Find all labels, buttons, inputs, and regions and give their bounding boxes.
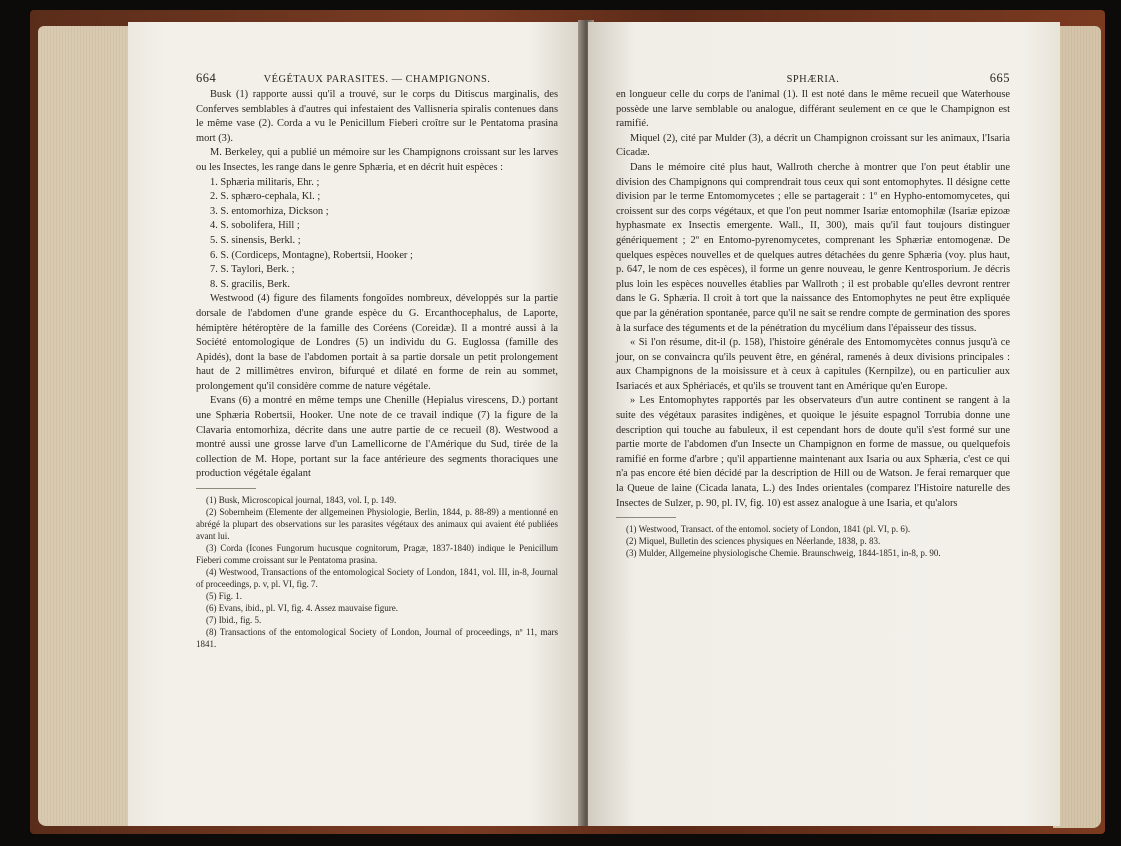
paragraph-quote-summary: « Si l'on résume, dit-il (p. 158), l'histoire générale des Entomomycètes connus jusqu'à ce jour, on se convaincra qu'ils peuvent être, en général, ramenés à deux divisions principales : aux Champignons de la moisissure et à ceux à capitules (Kernpilze), ou en particulier aux Isariacés et aux Sphériacés, et qu'ils se trouvent tant en Amérique qu'en Europe.	[616, 337, 1010, 392]
left-text-column	[196, 88, 558, 650]
footnote: (6) Evans, ibid., pl. VI, fig. 4. Assez mauvaise figure.	[206, 603, 399, 614]
footnote: (2) Sobernheim (Elemente der allgemeinen Physiologie, Berlin, 1844, p. 88-89) a mentionné en abrégé la plupart des observations sur les parasites végétaux des animaux qui avaient été publiées avant lui.	[196, 507, 558, 542]
species-item: 8. S. gracilis, Berk.	[210, 278, 290, 290]
left-page	[128, 22, 583, 826]
species-item: 7. S. Taylori, Berk. ;	[210, 264, 295, 276]
species-item: 2. S. sphæro-cephala, Kl. ;	[210, 191, 321, 203]
right-text-column	[616, 88, 1010, 559]
right-page-number: 665	[989, 71, 1010, 85]
footnote: (5) Fig. 1.	[206, 591, 242, 602]
left-footnotes	[196, 494, 558, 650]
left-page-number: 664	[196, 71, 217, 85]
footnote: (1) Westwood, Transact. of the entomol. society of London, 1841 (pl. VI, p. 6).	[626, 524, 911, 535]
paragraph-westwood: Westwood (4) figure des filaments fongoïdes nombreux, développés sur la partie dorsale de l'abdomen d'une grande espèce du G. Ercanthocephalus, de Laporte, hémiptère hétéroptère de la famille des Coréens (Coreidæ). Il a montré aussi à la Société entomologique de Londres (5) un individu du G. Euglossa (famille des Apidés), dont la base de l'abdomen portait à sa partie dorsale un petit prolongement haut de 2 millimètres environ, bifurqué et dilaté en forme de rein au sommet, prolongement qu'il considère comme de nature végétale.	[196, 293, 558, 392]
species-list	[196, 176, 558, 293]
species-item: 5. S. sinensis, Berkl. ;	[210, 234, 301, 246]
footnote: (7) Ibid., fig. 5.	[206, 615, 262, 626]
footnote: (8) Transactions of the entomological Society of London, Journal of proceedings, nº 11, mars 1841.	[196, 627, 558, 650]
right-running-head: SPHÆRIA.	[786, 74, 840, 85]
species-item: 6. S. (Cordiceps, Montagne), Robertsii, Hooker ;	[210, 249, 413, 261]
footnote: (2) Miquel, Bulletin des sciences physiques en Néerlande, 1838, p. 83.	[626, 536, 881, 547]
right-page-edges	[1053, 26, 1101, 828]
footnote: (1) Busk, Microscopical journal, 1843, vol. I, p. 149.	[206, 495, 397, 506]
paragraph-continuation: en longueur celle du corps de l'animal (1). Il est noté dans le même recueil que Waterhouse possède une larve semblable ou analogue, différant seulement en ce que le Champignon est ramifié.	[616, 89, 1010, 130]
right-page	[588, 22, 1060, 826]
paragraph-evans: Evans (6) a montré en même temps une Chenille (Hepialus virescens, D.) portant une Sphæria Robertsii, Hooker. Une note de ce travail indique (7) la figure de la Clavaria entomorhiza, décrite dans une autre partie de ce recueil (8). Westwood a montré aussi une grosse larve d'un Lamellicorne de l'Amérique du Sud, tirée de la collection de M. Hope, portant sur la face antérieure des segments thoraciques une production végétale égalant	[196, 395, 558, 480]
paragraph-quote-entomophytes: » Les Entomophytes rapportés par les observateurs d'un autre continent se rangent à la suite des végétaux parasites indigènes, et quoique le jésuite espagnol Torrubia donne une description qui touche au fabuleux, il est cependant hors de doute qu'il s'est formé sur une partie morte de l'abdomen d'un Insecte un Champignon en forme de massue, ou quelquefois ramifié en forme d'arbre ; qu'il appartienne maintenant aux Isaria ou aux Sphæria, c'est ce qui n'a pas encore été bien décidé par la description de Hill ou de Watson. Je ferai remarquer que la Queue de laine (Cicada lanata, L.) des Indes orientales (comparez l'Histoire naturelle des Insectes de Sulzer, p. 90, pl. IV, fig. 10) est assez analogue à une Isaria, et qu'alors	[616, 395, 1010, 509]
species-item: 3. S. entomorhiza, Dickson ;	[210, 205, 329, 217]
footnote: (4) Westwood, Transactions of the entomological Society of London, 1841, vol. III, in-8, Journal of proceedings, p. v, pl. VI, fig. 7.	[196, 567, 558, 590]
left-running-head: VÉGÉTAUX PARASITES. — CHAMPIGNONS.	[263, 74, 491, 85]
paragraph-miquel: Miquel (2), cité par Mulder (3), a décrit un Champignon croissant sur les animaux, l'Isaria Cicadæ.	[616, 132, 1010, 159]
paragraph-busk: Busk (1) rapporte aussi qu'il a trouvé, sur le corps du Ditiscus marginalis, des Conferves semblables à d'autres qui infestaient des Vallisneria spiralis contenues dans le même vase (2). Corda a vu le Penicillum Fieberi croître sur le Pentatoma prasina mort (3).	[196, 89, 558, 144]
right-footnotes	[616, 523, 1010, 559]
footnote-rule	[196, 488, 256, 489]
left-page-edges	[38, 26, 134, 826]
species-item: 1. Sphæria militaris, Ehr. ;	[210, 176, 320, 188]
footnote: (3) Mulder, Allgemeine physiologische Chemie. Braunschweig, 1844-1851, in-8, p. 90.	[626, 548, 941, 559]
paragraph-wallroth: Dans le mémoire cité plus haut, Wallroth cherche à montrer que l'on peut établir une division des Champignons qui comprendrait tous ceux qui sont entomophytes. Il désigne cette division par le terme Entomomycetes ; elle se partagerait : 1º en Hypho-entomomycetes, qui croissent sur des corps végétaux, et que l'on peut nommer Isariæ entomophilæ (Isariæ epizoæ hyphasmate ex Insectis emergente. Wall., II, 300), mais qu'il faut toujours distinguer génériquement ; 2º en Entomo-pyrenomycetes, comprenant les Sphæriæ entomogenæ. De quelques espèces nouvelles et de quelques autres détachées du genre Sphæria (voy. plus haut, p. 647, le nom de ces espèces), il forme un genre nouveau, le genre Kentrosporium. Je décris plus loin les espèces nouvelles établies par Wallroth ; il est probable qu'elles devront rentrer dans le G. Sphæria. Il croit à tort que la naissance des Entomophytes ne peut être expliquée que par la génération spontanée, parce qu'il ne sait se rendre compte de germination des spores à la surface des téguments et de la pénétration du mycélium dans l'épaisseur des tissus.	[616, 161, 1010, 334]
species-item: 4. S. sobolifera, Hill ;	[210, 220, 300, 232]
footnote-rule	[616, 517, 676, 518]
paragraph-berkeley: M. Berkeley, qui a publié un mémoire sur les Champignons croissant sur les larves ou les Insectes, les range dans le genre Sphæria, et en décrit huit espèces :	[196, 147, 558, 173]
footnote: (3) Corda (Icones Fungorum hucusque cognitorum, Pragæ, 1837-1840) indique le Penicillum Fieberi comme croissant sur le Pentatoma prasina.	[196, 543, 558, 566]
